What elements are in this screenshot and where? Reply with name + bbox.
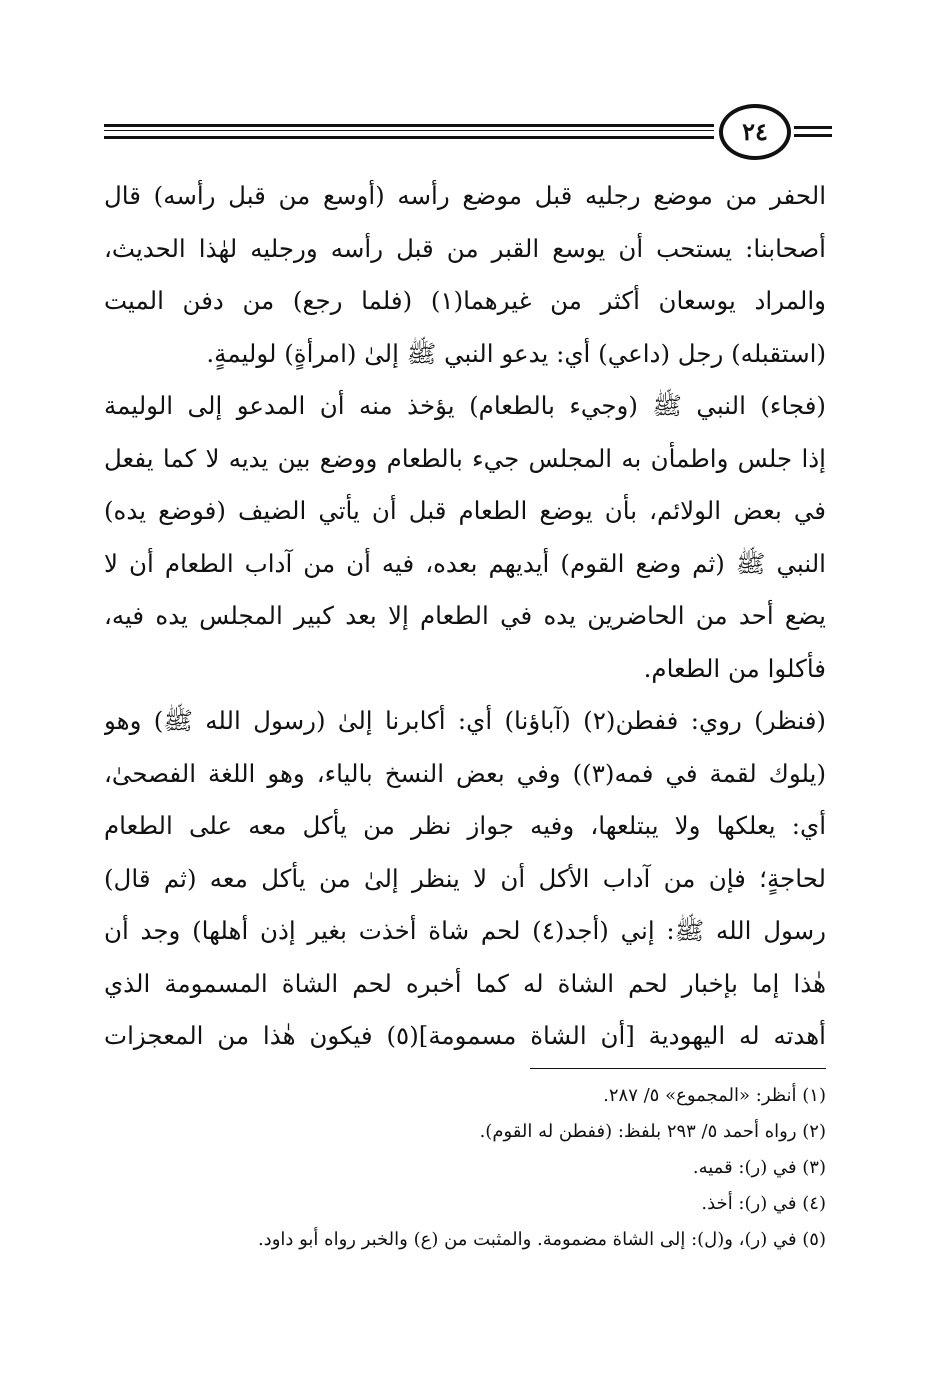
footnote-separator [530,1068,826,1069]
text-line: يضع أحد من الحاضرين يده في الطعام إلا بعد كبير المجلس يده فيه، [104,601,826,630]
footnote: (١) أنظر: «المجموع» ٥/ ٢٨٧. [603,1085,826,1106]
text-line: إذا جلس واطمأن به المجلس جيء بالطعام ووضع بين يديه لا كما يفعل [104,443,826,473]
page-number-badge [719,104,791,160]
text-line: فأكلوا من الطعام. [643,653,826,683]
text-line: (يلوك لقمة في فمه(٣)) وفي بعض النسخ بالياء، وهو اللغة الفصحىٰ، [104,758,826,788]
page-number: ٢٤ [742,117,768,146]
text-line: النبي ﷺ (ثم وضع القوم) أيديهم بعده، فيه أن من آداب الطعام أن لا [104,548,826,578]
header-rule [104,136,714,139]
text-line: (فنظر) روي: ففطن(٢) (آباؤنا) أي: أكابرنا إلىٰ (رسول الله ﷺ) وهو [104,706,826,735]
text-line: أهدته له اليهودية [أن الشاة مسمومة](٥) فيكون هٰذا من المعجزات [104,1021,826,1050]
header-rule-tail [794,134,832,137]
main-text [104,170,826,1063]
text-line: هٰذا إما بإخبار لحم الشاة له كما أخبره لحم الشاة المسمومة الذي [104,968,826,998]
header-rule [104,130,714,131]
text-line: الحفر من موضع رجليه قبل موضع رأسه (أوسع من قبل رأسه) قال [104,181,826,210]
text-line: في بعض الولائم، بأن يوضع الطعام قبل أن يأتي الضيف (فوضع يده) [104,496,826,525]
page-header [104,100,824,170]
footnotes [104,1078,826,1258]
footnote: (٥) في (ر)، و(ل): إلى الشاة مضمومة. والمثبت من (ع) والخبر رواه أبو داود. [257,1229,826,1250]
text-line: لحاجةٍ؛ فإن من آداب الأكل أن لا ينظر إلىٰ من يأكل معه (ثم قال) [104,863,826,893]
footnote: (٣) في (ر): قميه. [692,1157,826,1178]
footnote: (٢) رواه أحمد ٥/ ٢٩٣ بلفظ: (ففطن له القوم). [479,1121,826,1142]
text-line: رسول الله ﷺ: إني (أجد(٤) لحم شاة أخذت بغير إذن أهلها) وجد أن [104,916,826,945]
header-rule-tail [794,126,832,129]
text-line: والمراد يوسعان أكثر من غيرهما(١) (فلما رجع) من دفن الميت [104,286,826,315]
text-line: (استقبله) رجل (داعي) أي: يدعو النبي ﷺ إلىٰ (امرأةٍ) لوليمةٍ. [206,338,826,368]
text-line: أي: يعلكها ولا يبتلعها، وفيه جواز نظر من يأكل معه على الطعام [104,811,826,840]
header-rule [104,124,714,127]
text-line: (فجاء) النبي ﷺ (وجيء بالطعام) يؤخذ منه أن المدعو إلى الوليمة [104,391,826,420]
text-line: أصحابنا: يستحب أن يوسع القبر من قبل رأسه ورجليه لهٰذا الحديث، [104,233,826,263]
footnote: (٤) في (ر): أخذ. [701,1193,826,1214]
